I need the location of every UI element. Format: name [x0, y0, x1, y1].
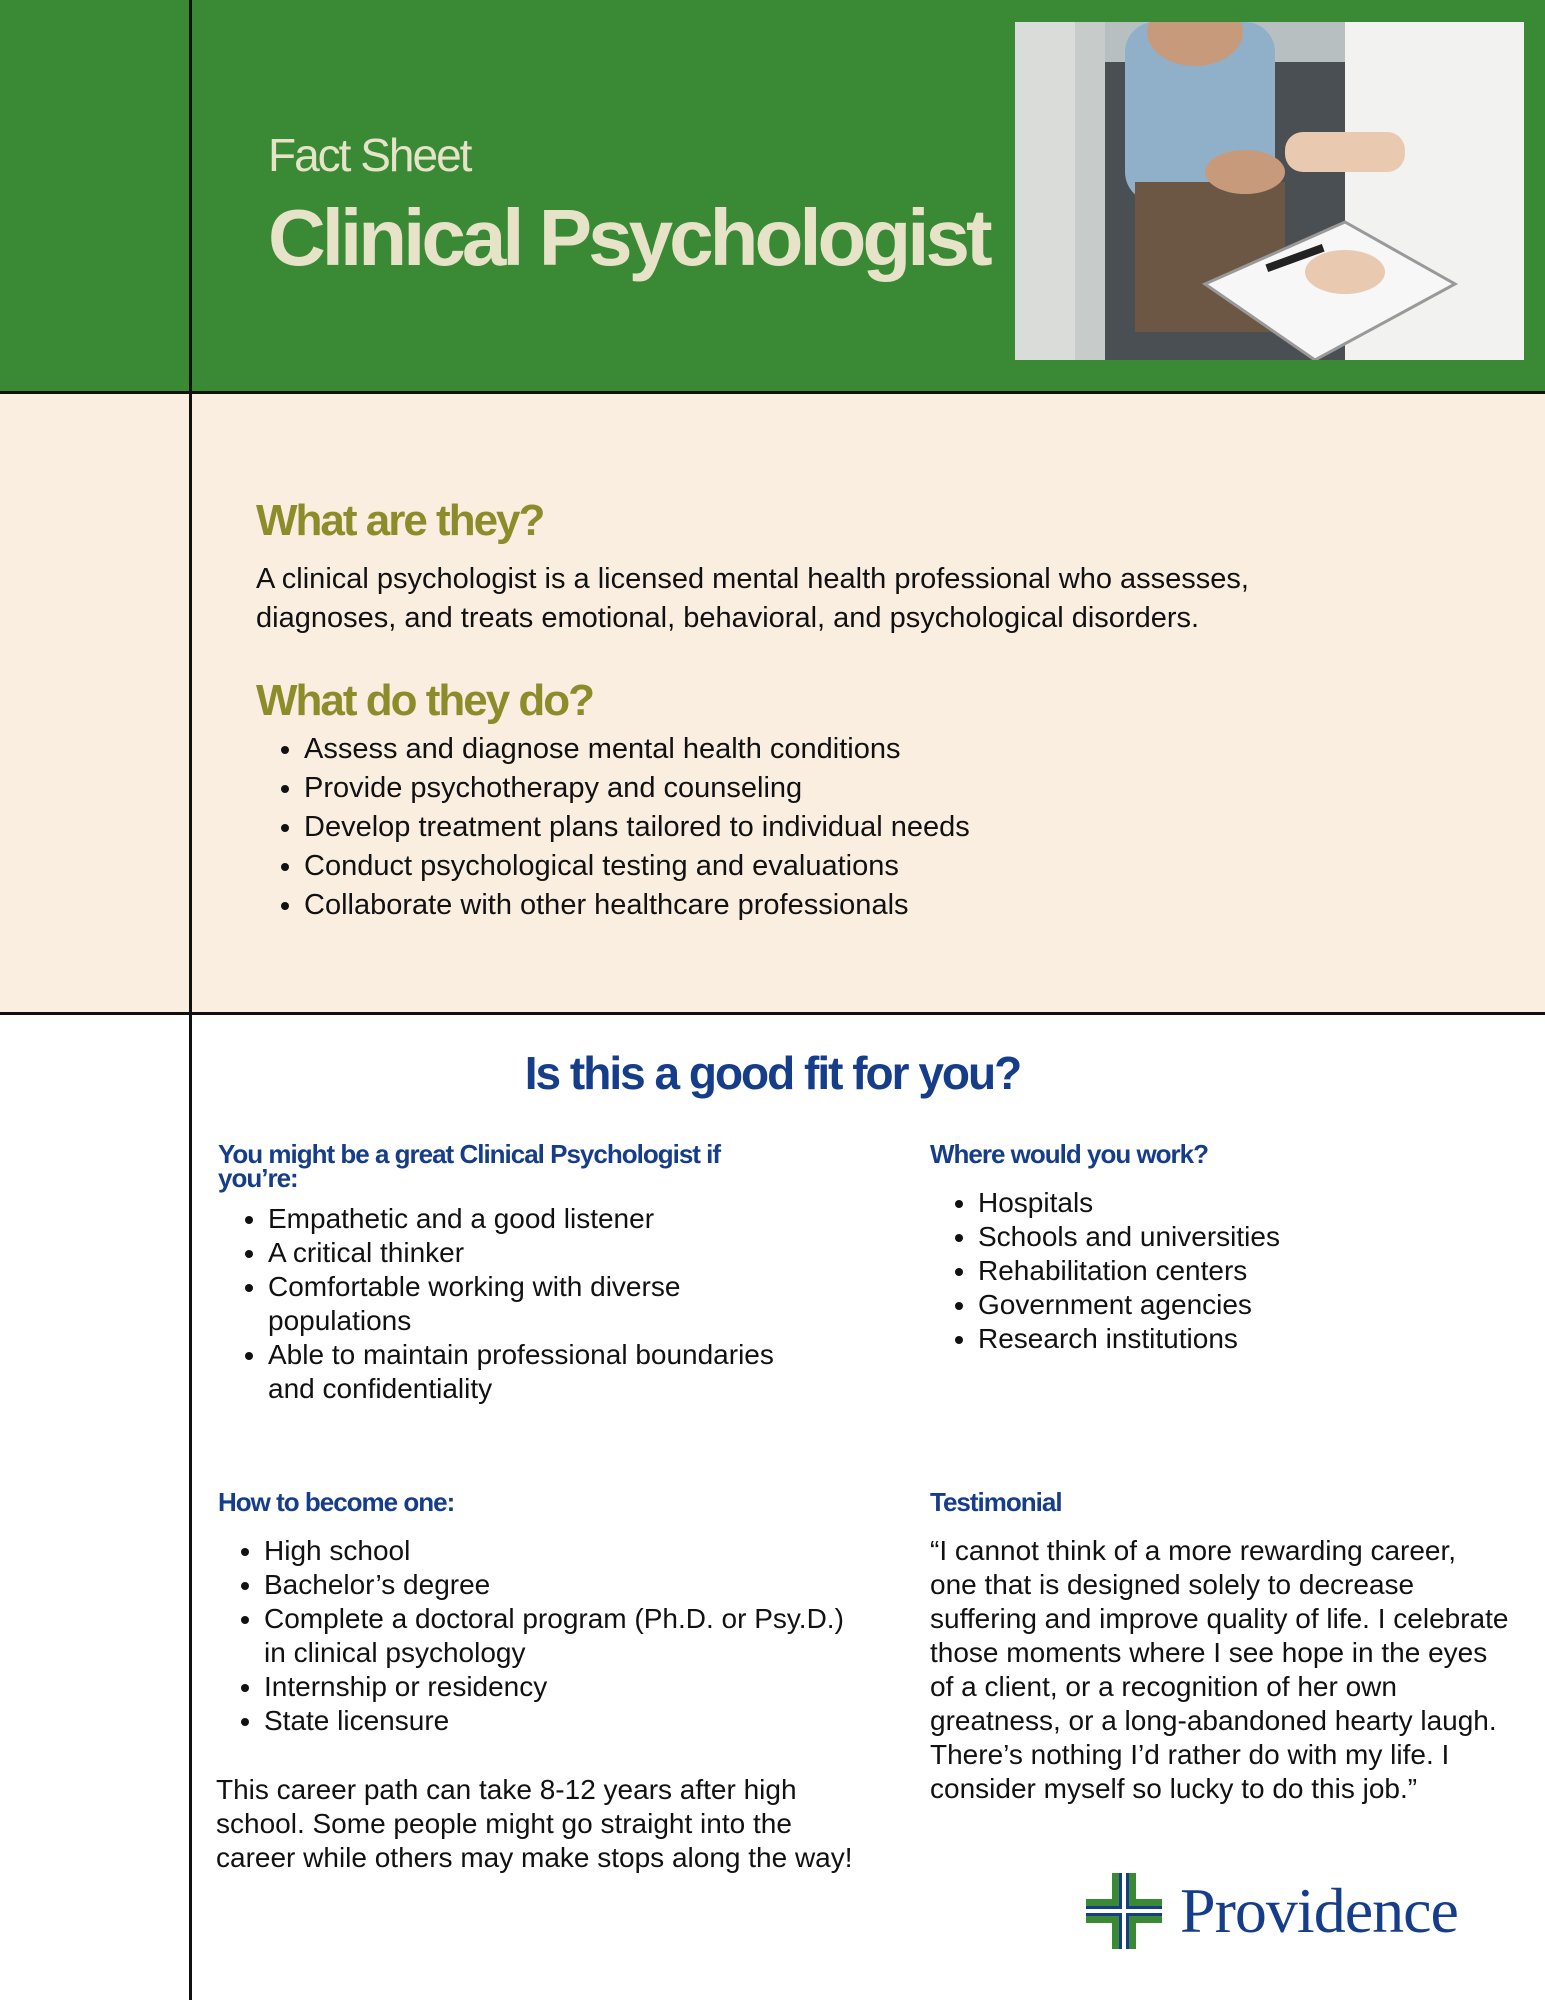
workplaces-heading: Where would you work?: [930, 1139, 1209, 1169]
steps-list: [216, 1534, 864, 1738]
list-item: • Provide psychotherapy and counseling: [304, 769, 1304, 808]
list-item: • Assess and diagnose mental health conditions: [304, 730, 1304, 769]
traits-list: [220, 1202, 828, 1406]
list-item: • Comfortable working with diverse populations: [268, 1270, 828, 1338]
list-item: • Able to maintain professional boundaries and confidentiality: [268, 1338, 828, 1406]
providence-logo: Providence: [1180, 1875, 1458, 1946]
list-item: • Research institutions: [978, 1322, 1538, 1356]
list-item: • Hospitals: [978, 1186, 1538, 1220]
therapy-session-image: [1015, 22, 1524, 360]
divider-intro: [0, 1012, 1545, 1015]
fact-sheet-label: Fact Sheet: [268, 129, 471, 181]
good-fit-heading: Is this a good fit for you?: [524, 1047, 1021, 1099]
vertical-rule: [189, 0, 192, 2000]
header-photo: [1015, 22, 1524, 360]
how-to-become-heading: How to become one:: [218, 1487, 455, 1517]
duties-list: [256, 730, 1304, 925]
list-item: • State licensure: [264, 1704, 864, 1738]
list-item: • Schools and universities: [978, 1220, 1538, 1254]
what-do-they-do-heading: What do they do?: [256, 676, 594, 725]
traits-heading: You might be a great Clinical Psychologist if you’re:: [218, 1139, 721, 1193]
list-item: • Collaborate with other healthcare professionals: [304, 886, 1304, 925]
list-item: • Empathetic and a good listener: [268, 1202, 828, 1236]
list-item: • High school: [264, 1534, 864, 1568]
list-item: • A critical thinker: [268, 1236, 828, 1270]
list-item: • Develop treatment plans tailored to individual needs: [304, 808, 1304, 847]
list-item: • Conduct psychological testing and evaluations: [304, 847, 1304, 886]
testimonial-quote: “I cannot think of a more rewarding career, one that is designed solely to decrease suffering and improve quality of life. I celebrate those moments where I see hope in the eyes of a client, or a recognition of her own greatness, or a long-abandoned hearty laugh. There’s nothing I’d rather do with my life. I consider myself so lucky to do this job.”: [930, 1535, 1509, 1804]
list-item: • Bachelor’s degree: [264, 1568, 864, 1602]
list-item: • Internship or residency: [264, 1670, 864, 1704]
page-title: Clinical Psychologist: [268, 193, 989, 282]
what-are-they-heading: What are they?: [256, 496, 544, 545]
testimonial-heading: Testimonial: [930, 1487, 1062, 1517]
list-item: • Complete a doctoral program (Ph.D. or Psy.D.) in clinical psychology: [264, 1602, 864, 1670]
workplaces-list: [930, 1186, 1538, 1356]
career-path-note: This career path can take 8-12 years after high school. Some people might go straight into the career while others may make stops along the way!: [216, 1774, 853, 1873]
divider-header: [0, 391, 1545, 394]
list-item: • Government agencies: [978, 1288, 1538, 1322]
what-are-they-text: A clinical psychologist is a licensed mental health professional who assesses, diagnoses, and treats emotional, behavioral, and psychological disorders.: [256, 563, 1249, 634]
providence-cross-icon: [1086, 1873, 1162, 1949]
list-item: • Rehabilitation centers: [978, 1254, 1538, 1288]
